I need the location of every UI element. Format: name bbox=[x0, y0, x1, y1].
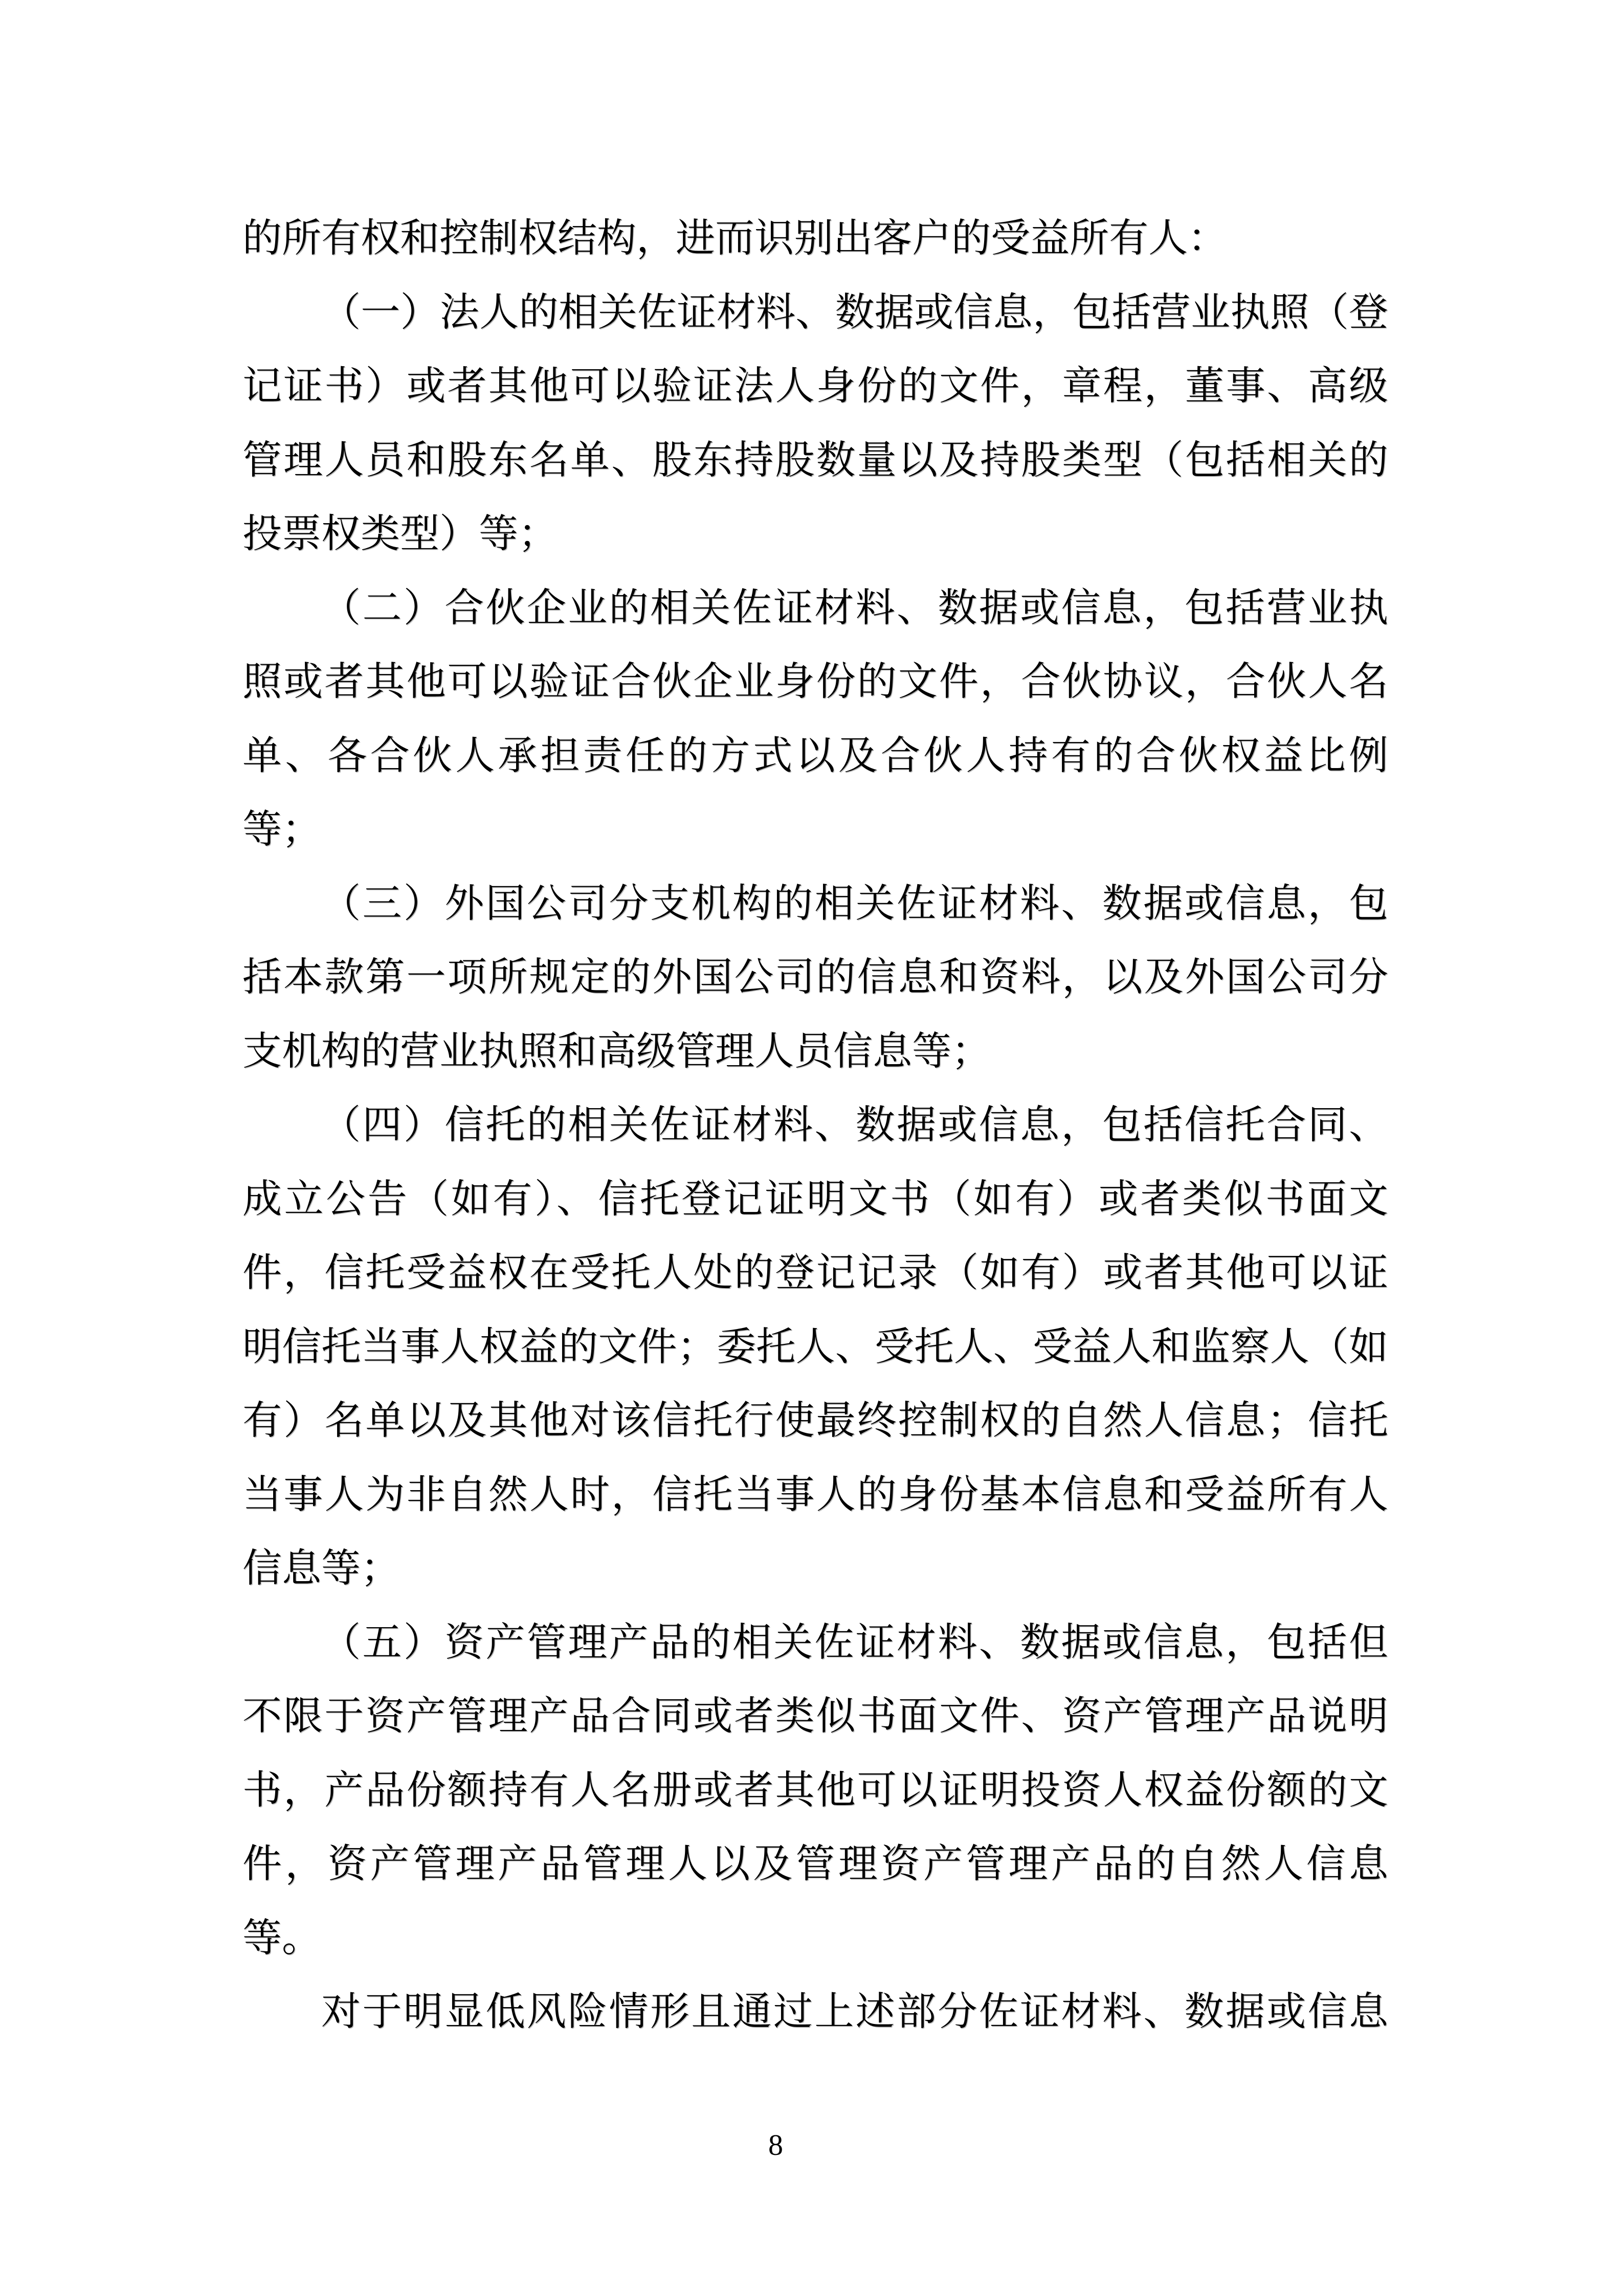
text-line: 件，信托受益权在受托人处的登记记录（如有）或者其他可以证 bbox=[242, 1251, 1388, 1295]
page-number: 8 bbox=[768, 2128, 783, 2162]
text-line: 投票权类型）等； bbox=[242, 512, 558, 556]
text-line: 管理人员和股东名单、股东持股数量以及持股类型（包括相关的 bbox=[242, 438, 1388, 482]
text-line: （五）资产管理产品的相关佐证材料、数据或信息，包括但 bbox=[321, 1620, 1388, 1664]
text-line: 支机构的营业执照和高级管理人员信息等； bbox=[242, 1029, 991, 1073]
text-block bbox=[242, 201, 1388, 2049]
text-line: 照或者其他可以验证合伙企业身份的文件，合伙协议，合伙人名 bbox=[242, 660, 1388, 704]
text-line: 信息等； bbox=[242, 1546, 400, 1590]
text-line: 等。 bbox=[242, 1916, 321, 1960]
text-line: （三）外国公司分支机构的相关佐证材料、数据或信息，包 bbox=[321, 881, 1388, 926]
text-line: （二）合伙企业的相关佐证材料、数据或信息，包括营业执 bbox=[321, 586, 1388, 630]
text-line: 单、各合伙人承担责任的方式以及合伙人持有的合伙权益比例 bbox=[242, 733, 1388, 778]
text-line: （一）法人的相关佐证材料、数据或信息，包括营业执照（登 bbox=[321, 290, 1388, 334]
text-line: （四）信托的相关佐证材料、数据或信息，包括信托合同、 bbox=[321, 1103, 1388, 1147]
text-line: 等； bbox=[242, 807, 321, 851]
text-line: 括本款第一项所规定的外国公司的信息和资料，以及外国公司分 bbox=[242, 955, 1388, 999]
text-line: 明信托当事人权益的文件；委托人、受托人、受益人和监察人（如 bbox=[242, 1324, 1388, 1369]
text-line: 书，产品份额持有人名册或者其他可以证明投资人权益份额的文 bbox=[242, 1768, 1388, 1812]
text-line: 成立公告（如有）、信托登记证明文书（如有）或者类似书面文 bbox=[242, 1177, 1388, 1221]
text-line: 件，资产管理产品管理人以及管理资产管理产品的自然人信息 bbox=[242, 1842, 1388, 1886]
text-line: 记证书）或者其他可以验证法人身份的文件，章程，董事、高级 bbox=[242, 364, 1388, 408]
text-line: 有）名单以及其他对该信托行使最终控制权的自然人信息；信托 bbox=[242, 1399, 1388, 1443]
text-line: 不限于资产管理产品合同或者类似书面文件、资产管理产品说明 bbox=[242, 1694, 1388, 1738]
text-line: 对于明显低风险情形且通过上述部分佐证材料、数据或信息 bbox=[321, 1990, 1388, 2034]
text-line: 的所有权和控制权结构，进而识别出客户的受益所有人： bbox=[242, 216, 1227, 260]
text-line: 当事人为非自然人时，信托当事人的身份基本信息和受益所有人 bbox=[242, 1472, 1388, 1517]
